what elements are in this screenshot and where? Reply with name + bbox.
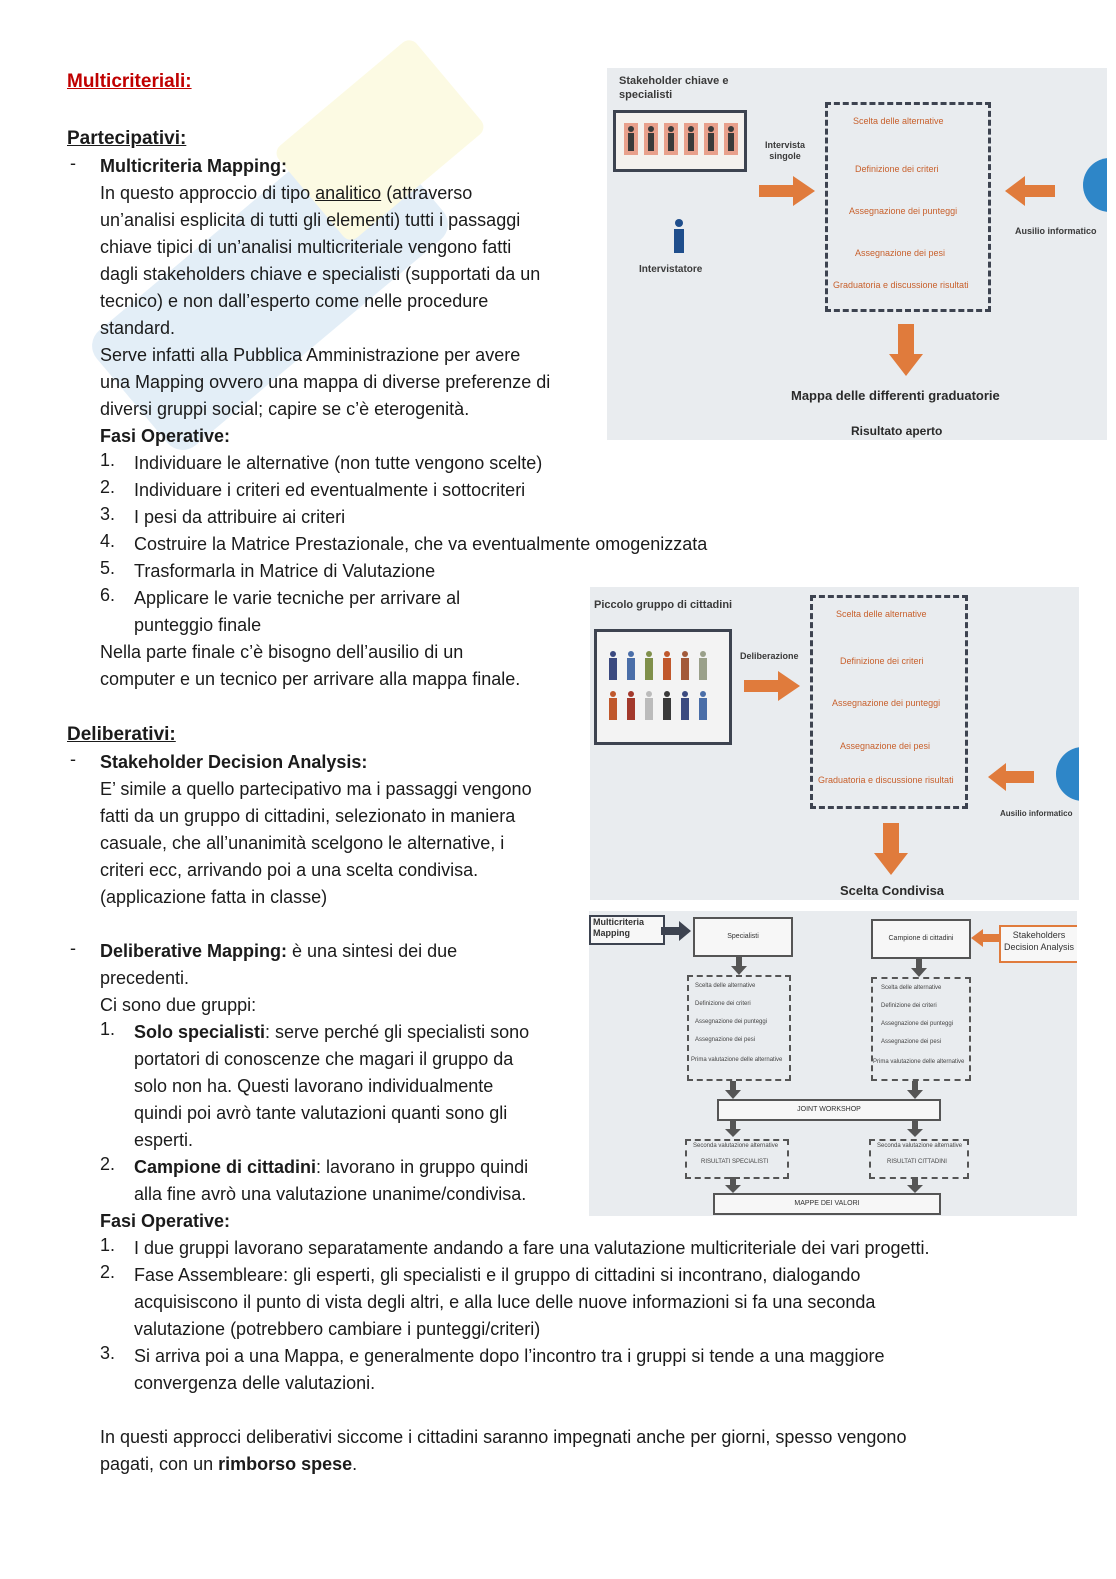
fasi-operative-heading: Fasi Operative:: [100, 1211, 231, 1231]
step-label: Assegnazione dei pesi: [881, 1039, 942, 1045]
list-item: Campione di cittadini: lavorano in gruppo quindi: [134, 1157, 529, 1177]
mcm-label-box: Multicriteria Mapping: [589, 915, 665, 945]
paragraph-line: criteri ecc, arrivando poi a una scelta condivisa.: [100, 860, 479, 880]
list-item: Individuare le alternative (non tutte vengono scelte): [134, 453, 543, 473]
list-item: I pesi da attribuire ai criteri: [134, 507, 346, 527]
paragraph-line: Serve infatti alla Pubblica Amministrazione per avere: [100, 345, 521, 365]
arrow-down-icon: [889, 324, 923, 376]
list-item: Solo specialisti: serve perché gli specialisti sono: [134, 1022, 530, 1042]
step-label: Prima valutazione delle alternative: [691, 1057, 783, 1063]
bullet-dash: -: [70, 153, 76, 173]
paragraph-line: chiave tipici di un’analisi multicriteriale vengono fatti: [100, 237, 512, 257]
step-label: Definizione dei criteri: [840, 656, 924, 666]
list-item: Costruire la Matrice Prestazionale, che va eventualmente omogenizzata: [134, 534, 708, 554]
citizens-box: Campione di cittadini: [871, 919, 971, 959]
list-item: Individuare i criteri ed eventualmente i sottocriteri: [134, 480, 526, 500]
arrow-right-icon: [661, 921, 691, 941]
step-label: Assegnazione dei pesi: [855, 248, 946, 258]
step-label: Assegnazione dei pesi: [840, 741, 931, 751]
result-caption: Risultato aperto: [851, 424, 943, 438]
paragraph-line: E’ simile a quello partecipativo ma i passaggi vengono: [100, 779, 532, 799]
arrow-down-icon: [731, 957, 747, 975]
step-label: Graduatoria e discussione risultati: [833, 280, 969, 290]
list-item-continuation: solo non ha. Questi lavorano individualmente: [134, 1076, 494, 1096]
paragraph-line: diversi gruppi social; capire se c’è eterogenità.: [100, 399, 470, 419]
list-item-continuation: portatori di conoscenze che magari il gruppo da: [134, 1049, 514, 1069]
right-steps-box: [871, 977, 971, 1081]
list-number: 2.: [100, 1154, 116, 1174]
paragraph-line: tecnico) e non dall’esperto come nelle procedure: [100, 291, 489, 311]
paragraph-line: precedenti.: [100, 968, 190, 988]
step-label: Scelta delle alternative: [695, 983, 756, 989]
person-icon: [671, 218, 687, 254]
paragraph-line: una Mapping ovvero una mappa di diverse preferenze di: [100, 372, 551, 392]
paragraph-line: In questi approcci deliberativi siccome i cittadini saranno impegnati anche per giorni, spesso vengono: [100, 1427, 907, 1447]
info-icon: [1083, 158, 1107, 212]
list-item-continuation: convergenza delle valutazioni.: [134, 1373, 376, 1393]
arrow-down-icon: [907, 1081, 923, 1099]
right-result-label: RISULTATI CITTADINI: [887, 1159, 947, 1165]
paragraph-line: fatti da un gruppo di cittadini, selezionato in maniera: [100, 806, 516, 826]
list-number: 3.: [100, 1343, 116, 1363]
step-label: Assegnazione dei punteggi: [695, 1019, 768, 1025]
list-item-continuation: alla fine avrò una valutazione unanime/condivisa.: [134, 1184, 527, 1204]
arrow-down-icon: [907, 1177, 923, 1193]
left-steps-box: [687, 975, 791, 1081]
step-label: Definizione dei criteri: [881, 1003, 937, 1009]
paragraph-line: (applicazione fatta in classe): [100, 887, 328, 907]
step-label: Scelta delle alternative: [836, 609, 927, 619]
list-number: 4.: [100, 531, 116, 551]
list-number: 6.: [100, 585, 116, 605]
arrow-right-icon: [744, 671, 800, 701]
paragraph-line: Deliberative Mapping: è una sintesi dei due: [100, 941, 458, 961]
figure-label-group: Stakeholder chiave e specialisti: [619, 75, 729, 101]
deliberation-label: Deliberazione: [740, 651, 799, 661]
list-number: 1.: [100, 450, 116, 470]
result-caption: Scelta Condivisa: [840, 883, 945, 898]
map-caption: Mappa delle differenti graduatorie: [791, 388, 1000, 403]
list-item: Fase Assembleare: gli esperti, gli specialisti e il gruppo di cittadini si incontrano, dialogando: [134, 1265, 861, 1285]
left-result-label: RISULTATI SPECIALISTI: [701, 1159, 769, 1165]
step-label: Scelta delle alternative: [853, 116, 944, 126]
interviewer-label: Intervistatore: [639, 264, 703, 275]
list-item: Applicare le varie tecniche per arrivare al: [134, 588, 461, 608]
figure-deliberative-mapping: [589, 911, 1077, 1216]
aid-label: Ausilio informatico: [1015, 226, 1097, 236]
list-number: 2.: [100, 477, 116, 497]
subheading-multicriteria-mapping: Multicriteria Mapping:: [100, 156, 288, 176]
citizens-box: [594, 629, 732, 745]
page-title: Multicriteriali:: [67, 71, 192, 92]
figure-label-group: Piccolo gruppo di cittadini: [594, 599, 733, 611]
list-item-continuation: esperti.: [134, 1130, 194, 1150]
step-label: Scelta delle alternative: [881, 985, 942, 991]
list-number: 1.: [100, 1019, 116, 1039]
arrow-down-icon: [725, 1121, 741, 1137]
arrow-down-icon: [874, 823, 908, 875]
arrow-down-icon: [911, 959, 927, 977]
arrow-left-icon: [988, 763, 1034, 791]
people-icon: [616, 113, 744, 169]
bullet-dash: -: [70, 938, 76, 958]
paragraph-line: casuale, che all’unanimità scelgono le alternative, i: [100, 833, 505, 853]
subheading-stakeholder-decision-analysis: Stakeholder Decision Analysis:: [100, 752, 368, 772]
list-item-continuation: acquisiscono il punto di vista degli altri, e alla luce delle nuove informazioni si fa una seconda: [134, 1292, 876, 1312]
paragraph-line: un’analisi esplicita di tutti gli elementi) tutti i passaggi: [100, 210, 521, 230]
left-second-label: Seconda valutazione alternative: [693, 1143, 779, 1149]
sda-label-box: Stakeholders Decision Analysis: [999, 925, 1077, 963]
section-heading-deliberativi: Deliberativi:: [67, 724, 176, 745]
citizens-icon: [597, 632, 729, 742]
step-label: Assegnazione dei punteggi: [881, 1021, 954, 1027]
bullet-dash: -: [70, 749, 76, 769]
figure-stakeholder-decision-analysis: [590, 587, 1079, 900]
paragraph-line: Ci sono due gruppi:: [100, 995, 257, 1015]
specialists-box: Specialisti: [693, 917, 793, 957]
paragraph-line: standard.: [100, 318, 176, 338]
step-label: Graduatoria e discussione risultati: [818, 775, 954, 785]
step-label: Assegnazione dei pesi: [695, 1037, 756, 1043]
list-item: Trasformarla in Matrice di Valutazione: [134, 561, 436, 581]
info-icon: [1056, 747, 1079, 801]
value-maps-box: MAPPE DEI VALORI: [713, 1193, 941, 1215]
people-box: [613, 110, 747, 172]
section-heading-partecipativi: Partecipativi:: [67, 128, 187, 149]
joint-workshop-box: JOINT WORKSHOP: [717, 1099, 941, 1121]
list-number: 2.: [100, 1262, 116, 1282]
interview-label: Intervista singole: [764, 140, 806, 161]
step-label: Assegnazione dei punteggi: [832, 698, 941, 708]
list-item: I due gruppi lavorano separatamente andando a fare una valutazione multicriteriale dei vari progetti.: [134, 1238, 930, 1258]
paragraph-line: Nella parte finale c’è bisogno dell’ausilio di un: [100, 642, 464, 662]
arrow-left-icon: [971, 929, 999, 947]
step-label: Assegnazione dei punteggi: [849, 206, 958, 216]
step-label: Prima valutazione delle alternative: [873, 1059, 965, 1065]
list-item-continuation: valutazione (potrebbero cambiare i punteggi/criteri): [134, 1319, 541, 1339]
arrow-down-icon: [907, 1121, 923, 1137]
fasi-operative-heading: Fasi Operative:: [100, 426, 231, 446]
list-number: 1.: [100, 1235, 116, 1255]
paragraph-line: In questo approccio di tipo analitico (attraverso: [100, 183, 473, 203]
arrow-down-icon: [725, 1177, 741, 1193]
aid-label: Ausilio informatico: [1000, 809, 1073, 818]
arrow-left-icon: [1005, 176, 1055, 206]
list-number: 3.: [100, 504, 116, 524]
arrow-right-icon: [759, 176, 815, 206]
list-item-continuation: punteggio finale: [134, 615, 262, 635]
list-item: Si arriva poi a una Mappa, e generalmente dopo l’incontro tra i gruppi si tende a una maggiore: [134, 1346, 885, 1366]
step-label: Definizione dei criteri: [855, 164, 939, 174]
step-label: Definizione dei criteri: [695, 1001, 751, 1007]
paragraph-line: dagli stakeholders chiave e specialisti (supportati da un: [100, 264, 541, 284]
right-second-label: Seconda valutazione alternative: [877, 1143, 963, 1149]
list-number: 5.: [100, 558, 116, 578]
arrow-down-icon: [725, 1081, 741, 1099]
paragraph-line: computer e un tecnico per arrivare alla mappa finale.: [100, 669, 521, 689]
figure-multicriteria-mapping: [607, 68, 1107, 440]
list-item-continuation: quindi poi avrò tante valutazioni quanti sono gli: [134, 1103, 508, 1123]
paragraph-line: pagati, con un rimborso spese.: [100, 1454, 358, 1474]
